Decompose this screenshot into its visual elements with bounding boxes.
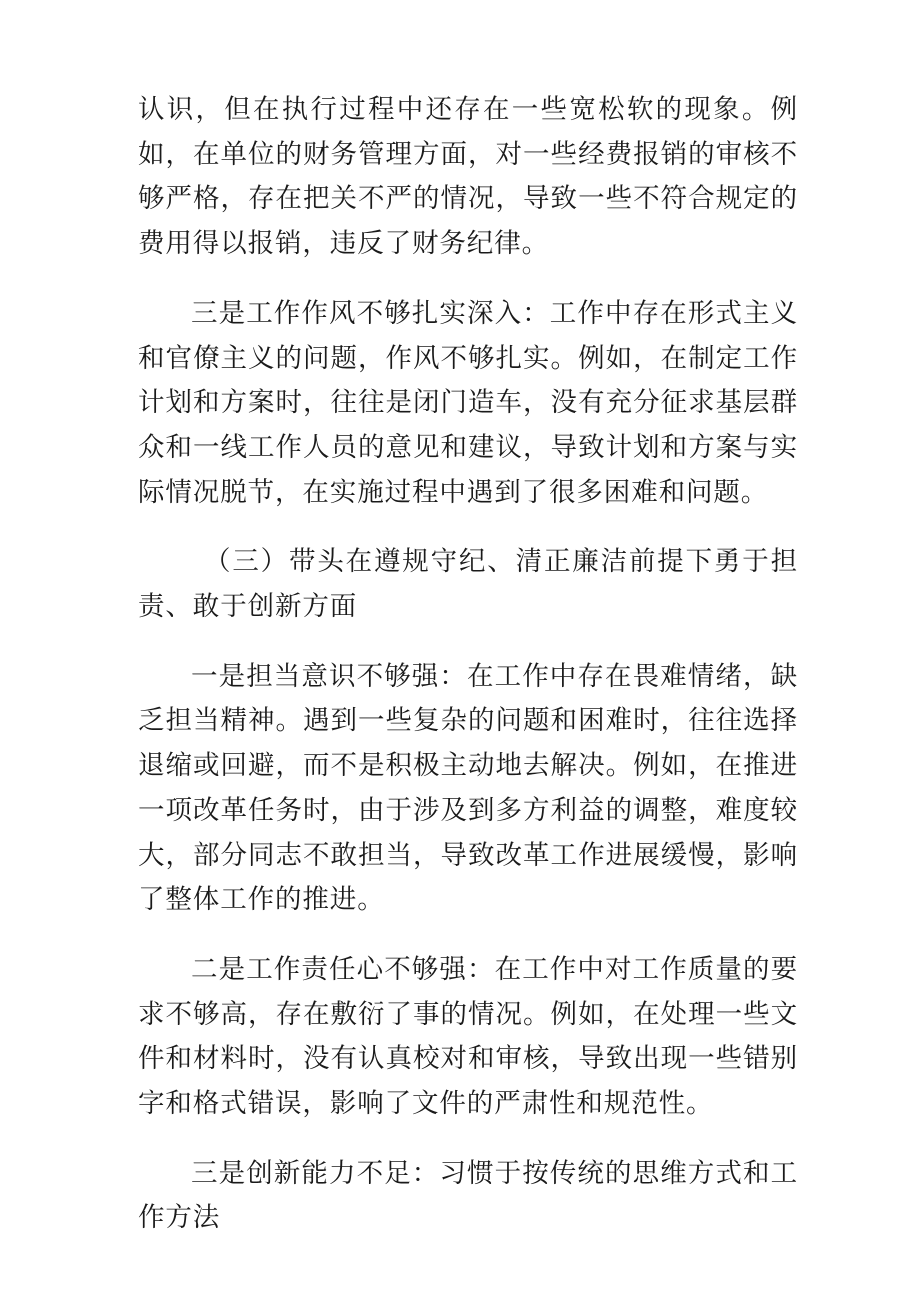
paragraph-continuation: 认识，但在执行过程中还存在一些宽松软的现象。例如，在单位的财务管理方面，对一些经费报销的审核不够严格，存在把关不严的情况，导致一些不符合规定的费用得以报销，违反了财务纪律。 (138, 94, 798, 260)
section-heading: （三）带头在遵规守纪、清正廉洁前提下勇于担责、敢于创新方面 (138, 546, 798, 623)
document-page (138, 88, 798, 1241)
paragraph-work-style: 三是工作作风不够扎实深入：工作中存在形式主义和官僚主义的问题，作风不够扎实。例如，在制定工作计划和方案时，往往是闭门造车，没有充分征求基层群众和一线工作人员的意见和建议，导致计划和方案与实际情况脱节，在实施过程中遇到了很多困难和问题。 (138, 297, 798, 508)
paragraph-work-responsibility: 二是工作责任心不够强：在工作中对工作质量的要求不够高，存在敷衍了事的情况。例如，在处理一些文件和材料时，没有认真校对和审核，导致出现一些错别字和格式错误，影响了文件的严肃性和规范性。 (138, 953, 798, 1120)
paragraph-responsibility-awareness: 一是担当意识不够强：在工作中存在畏难情绪，缺乏担当精神。遇到一些复杂的问题和困难时，往往选择退缩或回避，而不是积极主动地去解决。例如，在推进一项改革任务时，由于涉及到多方利益的调整，难度较大，部分同志不敢担当，导致改革工作进展缓慢，影响了整体工作的推进。 (138, 660, 798, 916)
paragraph-innovation: 三是创新能力不足：习惯于按传统的思维方式和工作方法 (138, 1157, 798, 1234)
